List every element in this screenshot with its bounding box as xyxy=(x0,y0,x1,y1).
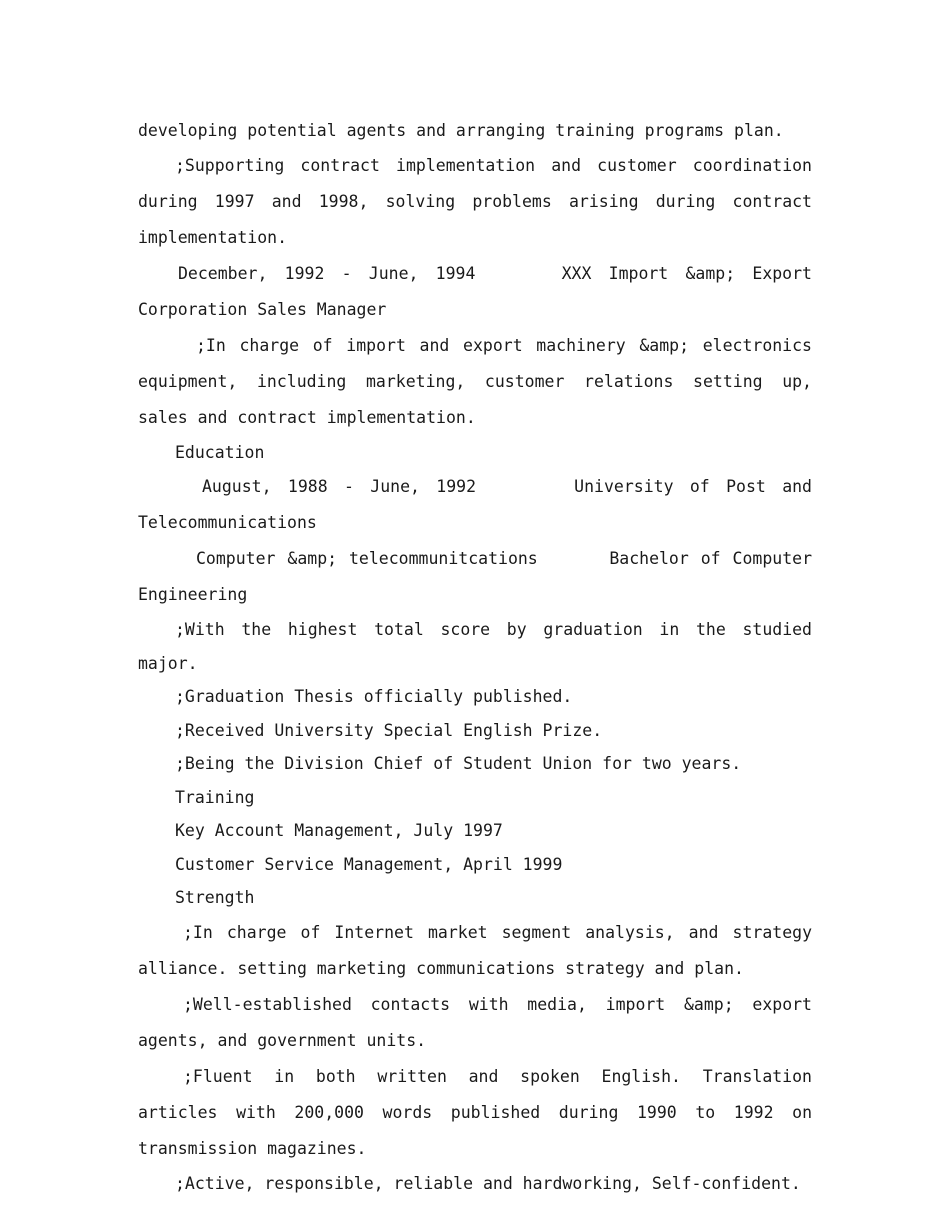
paragraph-agents-training: developing potential agents and arranging training programs plan. xyxy=(138,121,784,140)
paragraph-degree: Computer &amp; telecommunitcations Bachelor of Computer Engineering xyxy=(138,549,822,604)
heading-education: Education xyxy=(175,442,265,462)
heading-training: Training xyxy=(175,787,255,807)
paragraph-customer-service: Customer Service Management, April 1999 xyxy=(175,854,563,874)
paragraph-university-dates: August, 1988 - June, 1992 University of Post and Telecommunications xyxy=(138,477,822,532)
paragraph-personal-traits: ;Active, responsible, reliable and hardworking, Self-confident. xyxy=(175,1173,801,1193)
paragraph-internet-analysis: ;In charge of Internet market segment analysis, and strategy alliance. setting marketing communications strategy and plan. xyxy=(138,922,812,978)
paragraph-import-export-duties: ;In charge of import and export machinery &amp; electronics equipment, including marketing, customer relations setting up, sales and contract implementation. xyxy=(138,335,812,427)
document-body xyxy=(138,114,822,1200)
heading-strength: Strength xyxy=(175,888,255,907)
paragraph-english-prize: ;Received University Special English Prize. xyxy=(175,720,603,740)
paragraph-english-fluency: ;Fluent in both written and spoken English. Translation articles with 200,000 words published during 1990 to 1992 on transmission magazines. xyxy=(138,1066,812,1158)
paragraph-job-sales-manager: December, 1992 - June, 1994 XXX Import &amp; Export Corporation Sales Manager xyxy=(138,263,822,319)
paragraph-highest-score: ;With the highest total score by graduation in the studied major. xyxy=(138,620,812,673)
paragraph-student-union: ;Being the Division Chief of Student Union for two years. xyxy=(175,754,742,773)
paragraph-contacts: ;Well-established contacts with media, import &amp; export agents, and government units. xyxy=(138,994,812,1050)
paragraph-contract-support: ;Supporting contract implementation and customer coordination during 1997 and 1998, solving problems arising during contract implementation. xyxy=(138,155,812,247)
paragraph-key-account: Key Account Management, July 1997 xyxy=(175,821,503,840)
paragraph-thesis-published: ;Graduation Thesis officially published. xyxy=(175,687,573,706)
